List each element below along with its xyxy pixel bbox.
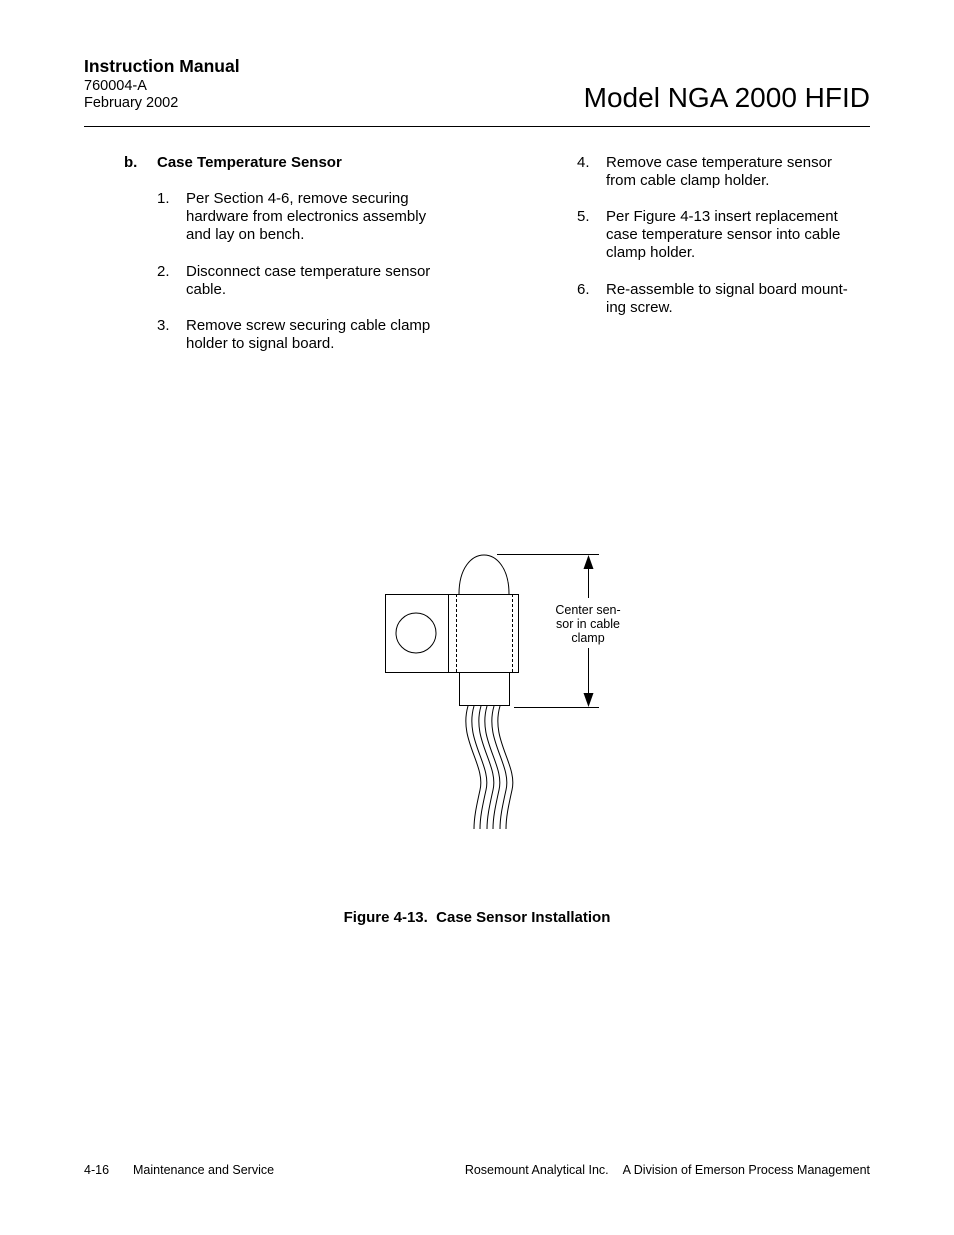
arrowhead-up	[584, 555, 594, 569]
step-line: holder to signal board.	[186, 335, 335, 352]
step-number: 3.	[157, 317, 170, 334]
step-number: 5.	[577, 208, 590, 225]
manual-title: Instruction Manual	[84, 56, 240, 76]
footer-division: A Division of Emerson Process Management	[622, 1163, 870, 1177]
footer-company-name: Rosemount Analytical Inc.	[464, 1163, 609, 1177]
step-number: 2.	[157, 263, 170, 280]
step-line: Disconnect case temperature sensor	[186, 263, 431, 280]
figure-caption: Figure 4-13. Case Sensor Installation	[343, 909, 611, 926]
step-number: 1.	[157, 190, 170, 207]
step-line: hardware from electronics assembly	[186, 208, 427, 225]
sensor-wire-6	[498, 706, 513, 829]
step-line: Re-assemble to signal board mount-	[606, 281, 848, 298]
sensor-wire-5	[492, 706, 507, 829]
doc-date: February 2002	[84, 95, 179, 111]
section-title: Case Temperature Sensor	[157, 154, 342, 171]
sensor-lower-body	[460, 673, 510, 706]
footer-section-name: Maintenance and Service	[133, 1163, 275, 1177]
step-line: and lay on bench.	[186, 226, 305, 243]
step-line: from cable clamp holder.	[606, 172, 770, 189]
step-line: Per Section 4-6, remove securing	[186, 190, 409, 207]
figure-annotation	[543, 603, 633, 645]
sensor-dome	[459, 555, 509, 594]
step-number: 4.	[577, 154, 590, 171]
step-line: Remove screw securing cable clamp	[186, 317, 431, 334]
step-line: ing screw.	[606, 299, 673, 316]
mounting-hole	[396, 613, 436, 653]
footer-company	[465, 1163, 870, 1177]
footer-page-number: 4-16	[84, 1163, 110, 1177]
step-line: cable.	[186, 281, 227, 298]
step-line: Remove case temperature sensor	[606, 154, 832, 171]
annotation-line: clamp	[571, 631, 605, 645]
annotation-line: Center sen-	[555, 603, 621, 617]
model-title: Model NGA 2000 HFID	[583, 82, 870, 113]
section-letter: b.	[124, 154, 138, 171]
arrowhead-down	[584, 693, 594, 707]
step-line: clamp holder.	[606, 244, 696, 261]
cable-clamp-body	[386, 595, 519, 673]
annotation-line: sor in cable	[556, 617, 620, 631]
doc-number: 760004-A	[84, 78, 147, 94]
step-line: case temperature sensor into cable	[606, 226, 841, 243]
step-line: Per Figure 4-13 insert replacement	[606, 208, 838, 225]
step-number: 6.	[577, 281, 590, 298]
